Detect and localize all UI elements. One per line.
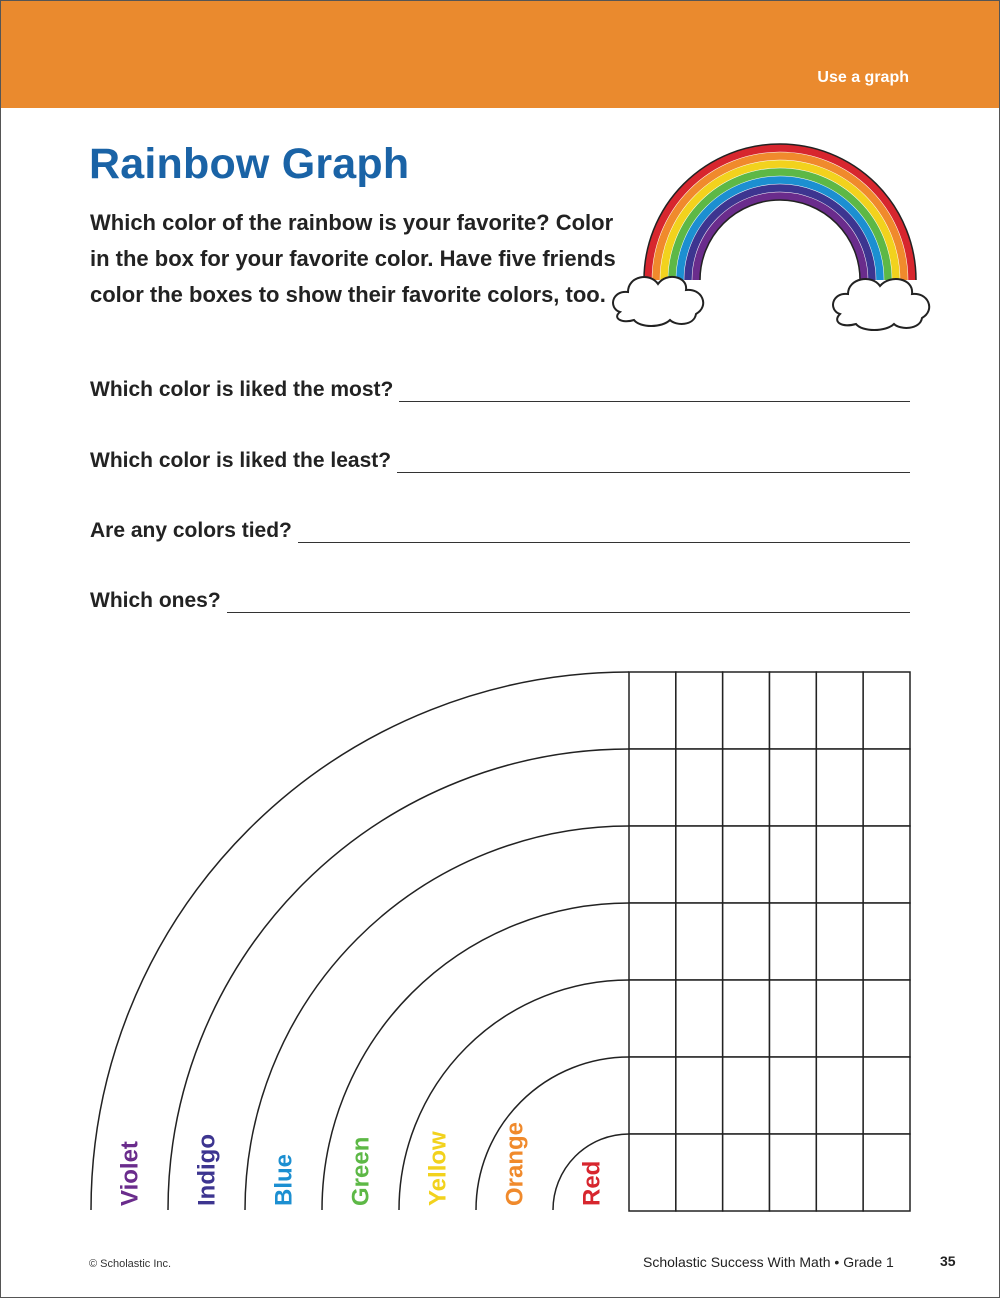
graph-box-orange-1[interactable] — [629, 1057, 676, 1134]
graph-box-green-1[interactable] — [629, 903, 676, 980]
band-label-red: Red — [578, 1160, 606, 1206]
graph-box-indigo-3[interactable] — [723, 749, 770, 826]
graph-box-blue-3[interactable] — [723, 826, 770, 903]
graph-box-yellow-1[interactable] — [629, 980, 676, 1057]
rainbow-band-arc-violet — [91, 672, 629, 1210]
band-label-violet: Violet — [116, 1141, 144, 1206]
graph-box-violet-2[interactable] — [676, 672, 723, 749]
instructions: Which color of the rainbow is your favorite? Color in the box for your favorite color. Have five friends color the boxes to show their favorite colors, too. — [90, 210, 616, 307]
graph-box-red-4[interactable] — [770, 1134, 817, 1211]
graph-box-red-6[interactable] — [863, 1134, 910, 1211]
graph-box-yellow-5[interactable] — [816, 980, 863, 1057]
question-text: Which color is liked the most? — [90, 378, 394, 401]
graph-box-yellow-6[interactable] — [863, 980, 910, 1057]
graph-box-green-6[interactable] — [863, 903, 910, 980]
graph-box-indigo-1[interactable] — [629, 749, 676, 826]
graph-box-blue-4[interactable] — [770, 826, 817, 903]
graph-box-red-3[interactable] — [723, 1134, 770, 1211]
graph-box-orange-6[interactable] — [863, 1057, 910, 1134]
question-text: Which color is liked the least? — [90, 449, 392, 472]
graph-box-violet-5[interactable] — [816, 672, 863, 749]
band-label-yellow: Yellow — [424, 1131, 452, 1206]
rainbow-band-arc-indigo — [168, 749, 629, 1210]
graph-box-indigo-5[interactable] — [816, 749, 863, 826]
band-label-blue: Blue — [270, 1153, 298, 1206]
graph-box-yellow-2[interactable] — [676, 980, 723, 1057]
question-text: Which ones? — [90, 589, 221, 612]
graph-box-red-1[interactable] — [629, 1134, 676, 1211]
graph-box-yellow-4[interactable] — [770, 980, 817, 1057]
page-title: Rainbow Graph — [89, 140, 410, 188]
graph-box-indigo-6[interactable] — [863, 749, 910, 826]
graph-box-green-2[interactable] — [676, 903, 723, 980]
header-label: Use a graph — [817, 69, 909, 86]
graph-box-indigo-4[interactable] — [770, 749, 817, 826]
series-title: Scholastic Success With Math • Grade 1 — [643, 1254, 894, 1270]
graph-box-red-5[interactable] — [816, 1134, 863, 1211]
graph-box-blue-6[interactable] — [863, 826, 910, 903]
graph-box-green-3[interactable] — [723, 903, 770, 980]
graph-box-blue-5[interactable] — [816, 826, 863, 903]
graph-box-yellow-3[interactable] — [723, 980, 770, 1057]
graph-box-indigo-2[interactable] — [676, 749, 723, 826]
rainbow-band-arc-orange — [476, 1057, 629, 1210]
graph-box-orange-5[interactable] — [816, 1057, 863, 1134]
band-label-orange: Orange — [501, 1121, 529, 1206]
graph-box-violet-6[interactable] — [863, 672, 910, 749]
graph-box-green-5[interactable] — [816, 903, 863, 980]
graph-box-violet-3[interactable] — [723, 672, 770, 749]
graph-box-orange-2[interactable] — [676, 1057, 723, 1134]
graph-box-blue-2[interactable] — [676, 826, 723, 903]
graph-box-green-4[interactable] — [770, 903, 817, 980]
copyright: © Scholastic Inc. — [89, 1258, 172, 1270]
band-label-indigo: Indigo — [193, 1134, 221, 1206]
graph-box-orange-4[interactable] — [770, 1057, 817, 1134]
graph-box-orange-3[interactable] — [723, 1057, 770, 1134]
band-label-green: Green — [347, 1136, 375, 1206]
page-number: 35 — [940, 1253, 956, 1269]
graph-box-violet-1[interactable] — [629, 672, 676, 749]
question-text: Are any colors tied? — [90, 519, 292, 542]
graph-box-blue-1[interactable] — [629, 826, 676, 903]
graph-box-red-2[interactable] — [676, 1134, 723, 1211]
graph-box-violet-4[interactable] — [770, 672, 817, 749]
